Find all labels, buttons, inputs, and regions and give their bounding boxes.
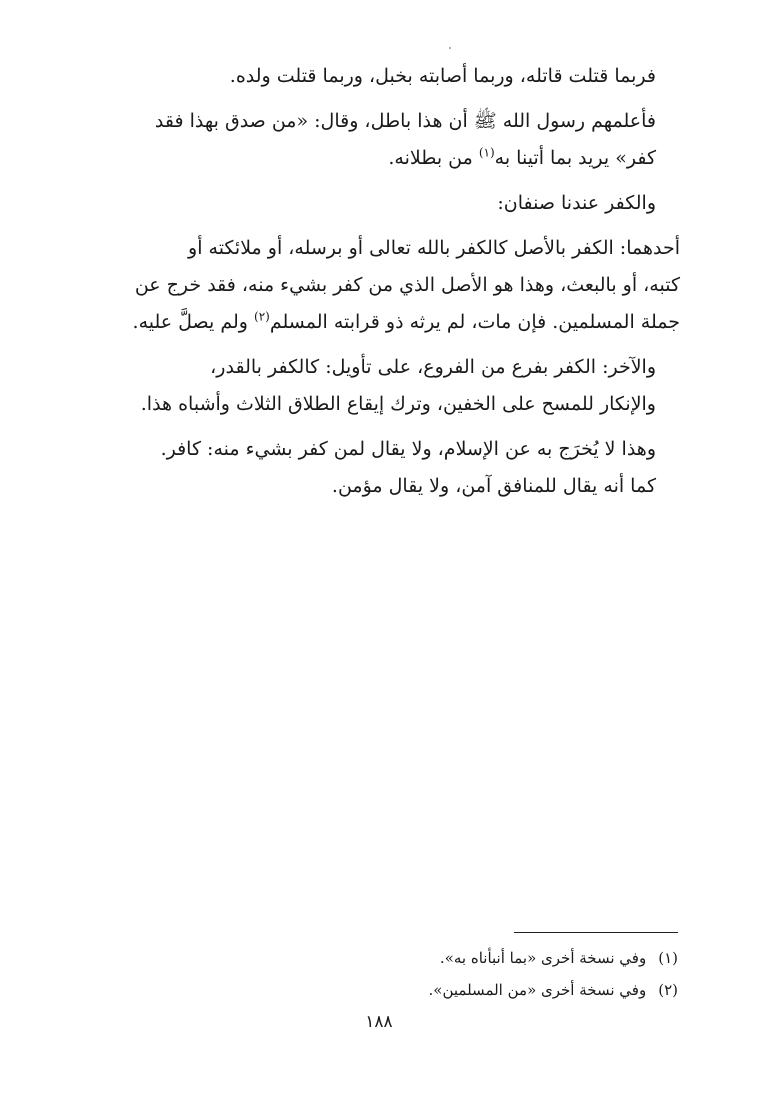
paragraph-6-line-1: وهذا لا يُخرَج به عن الإسلام، ولا يقال لمن كفر بشيء منه: كافر. (160, 438, 656, 460)
paragraph-5 (80, 349, 680, 423)
paragraph-6-line-2: كما أنه يقال للمنافق آمن، ولا يقال مؤمن. (331, 475, 656, 497)
footnote-2-number: (٢) (658, 981, 678, 999)
footnote-2 (78, 974, 678, 1006)
paragraph-4-line-1: أحدهما: الكفر بالأصل كالكفر بالله تعالى أو برسله، أو ملائكته أو (188, 237, 680, 259)
paragraph-4 (80, 230, 680, 341)
footnote-divider (514, 932, 678, 933)
page-speck (449, 47, 451, 49)
paragraph-3 (80, 185, 680, 222)
paragraph-1-line-1: فربما قتلت قاتله، وربما أصابته بخبل، وربما قتلت ولده. (229, 65, 656, 87)
footnote-ref-1[interactable]: (١) (478, 145, 495, 160)
paragraph-4-line-3 (80, 304, 680, 341)
paragraph-4-line-3-start: جملة المسلمين. فإن مات، لم يرثه ذو قرابته المسلم (269, 311, 680, 333)
footnote-2-text: وفي نسخة أخرى «من المسلمين». (428, 981, 647, 999)
paragraph-1 (80, 58, 680, 95)
footnote-ref-2[interactable]: (٢) (254, 309, 270, 324)
paragraph-2-line-2-end: من بطلانه. (388, 147, 479, 169)
footnotes (78, 942, 678, 1006)
paragraph-5-line-1: والآخر: الكفر بفرع من الفروع، على تأويل: كالكفر بالقدر، (210, 356, 656, 378)
paragraph-6 (80, 431, 680, 505)
footnote-1 (78, 942, 678, 974)
footnote-1-text: وفي نسخة أخرى «بما أنبأناه به». (439, 949, 647, 967)
paragraph-4-line-2: كتبه، أو بالبعث، وهذا هو الأصل الذي من كفر بشيء منه، فقد خرج عن (134, 274, 680, 296)
paragraph-2-line-2-start: كفر» يريد بما أتينا به (494, 147, 656, 169)
paragraph-2-line-1: فأعلمهم رسول الله ﷺ أن هذا باطل، وقال: «من صدق بهذا فقد (154, 110, 656, 132)
paragraph-2-line-2 (80, 140, 680, 177)
page-body (80, 58, 680, 513)
paragraph-2 (80, 103, 680, 177)
paragraph-4-line-3-end: ولم يصلَّ عليه. (132, 311, 255, 333)
footnote-1-number: (١) (658, 949, 678, 967)
page-number: ١٨٨ (365, 1012, 393, 1032)
paragraph-5-line-2: والإنكار للمسح على الخفين، وترك إيقاع الطلاق الثلاث وأشباه هذا. (140, 393, 656, 415)
paragraph-3-line-1: والكفر عندنا صنفان: (497, 192, 656, 214)
